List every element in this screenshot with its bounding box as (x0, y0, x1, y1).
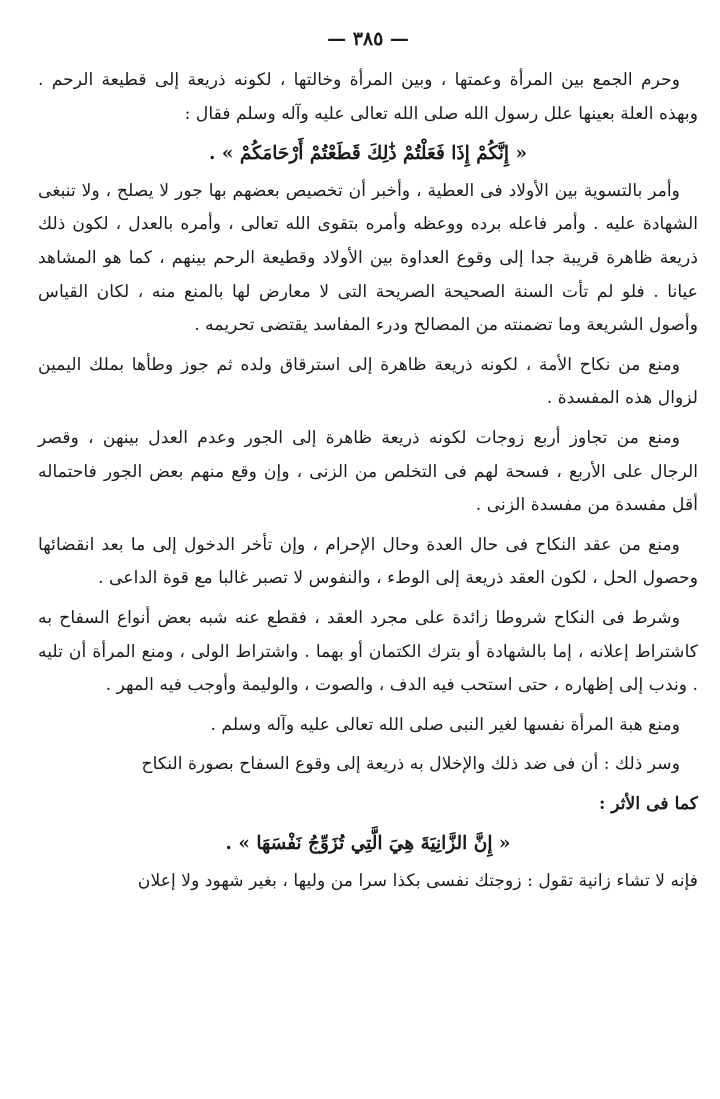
paragraph: وأمر بالتسوية بين الأولاد فى العطية ، وأخبر أن تخصيص بعضهم بها جور لا يصلح ، ولا تنبغى الشهادة عليه . وأمر فاعله برده ووعظه وأمره بتقوى الله تعالى ، وأمره بالعدل ، لكون ذلك ذريعة ظاهرة قريبة جدا إلى وقوع العداوة بين الأولاد وقطيعة الرحم بينهم ، كما هو المشاهد عيانا . فلو لم تأت السنة الصحيحة الصريحة التى لا معارض لها بالمنع منه ، لكان القياس وأصول الشريعة وما تضمنته من المصالح ودرء المفاسد يقتضى تحريمه . (38, 180, 698, 336)
page-number: — ٣٨٥ — (327, 28, 409, 50)
paragraph: وحرم الجمع بين المرأة وعمتها ، وبين المرأة وخالتها ، لكونه ذريعة إلى قطيعة الرحم . وبهذه العلة بعينها علل رسول الله صلى الله تعالى عليه وآله وسلم فقال : (38, 70, 698, 124)
hadith-quote: « إِنَّكُمْ إِذَا فَعَلْتُمْ ذَٰلِكَ قَطَعْتُمْ أَرْحَامَكُمْ » . (208, 143, 528, 165)
paragraph: وشرط فى النكاح شروطا زائدة على مجرد العقد ، فقطع عنه شبه بعض أنواع السفاح به كاشتراط إعلانه ، إما بالشهادة أو بترك الكتمان أو بهما . واشتراط الولى ، ومنع المرأة أن تليه . وندب إلى إظهاره ، حتى استحب فيه الدف ، والصوت ، والوليمة وأوجب فيه المهر . (38, 607, 698, 696)
athar-quote: « إِنَّ الزَّانِيَةَ هِيَ الَّتِي تُزَوِّجُ نَفْسَهَا » . (225, 833, 511, 855)
paragraph: كما فى الأثر : (598, 793, 698, 814)
document-body (38, 64, 698, 905)
paragraph: فإنه لا تشاء زانية تقول : زوجتك نفسى بكذا سرا من وليها ، بغير شهود ولا إعلان (137, 871, 698, 892)
paragraph: ومنع من تجاوز أربع زوجات لكونه ذريعة ظاهرة إلى الجور وعدم العدل بينهن ، وقصر الرجال على الأربع ، فسحة لهم فى التخلص من الزنى ، وإن وقع منهم بعض الجور فاحتماله أقل مفسدة من مفسدة الزنى . (38, 427, 698, 516)
paragraph: ومنع هبة المرأة نفسها لغير النبى صلى الله تعالى عليه وآله وسلم . (210, 714, 680, 735)
paragraph: ومنع من نكاح الأمة ، لكونه ذريعة ظاهرة إلى استرقاق ولده ثم جوز وطأها بملك اليمين لزوال هذه المفسدة . (38, 354, 698, 409)
paragraph: ومنع من عقد النكاح فى حال العدة وحال الإحرام ، وإن تأخر الدخول إلى ما بعد انقضائها وحصول الحل ، لكون العقد ذريعة إلى الوطء ، والنفوس لا تصبر غالبا مع قوة الداعى . (38, 534, 698, 589)
document-page (38, 0, 698, 1099)
paragraph: وسر ذلك : أن فى ضد ذلك والإخلال به ذريعة إلى وقوع السفاح بصورة النكاح (141, 754, 680, 775)
